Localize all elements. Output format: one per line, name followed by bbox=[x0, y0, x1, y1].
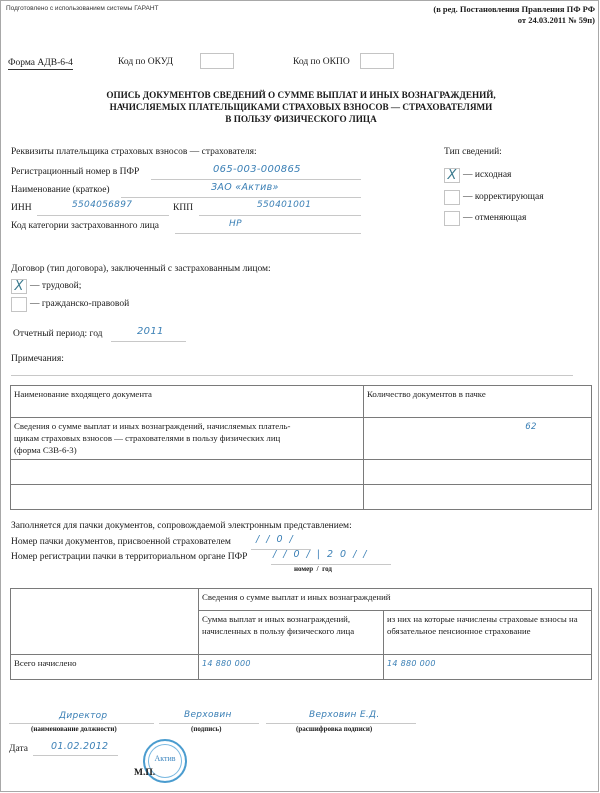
position-caption: (наименование должности) bbox=[31, 725, 117, 733]
okpo-field[interactable] bbox=[360, 53, 394, 69]
table-row bbox=[11, 485, 592, 510]
info-type-cancelling-checkbox[interactable] bbox=[444, 211, 460, 226]
position-value[interactable]: Директор bbox=[59, 711, 108, 721]
title-line-2: НАЧИСЛЯЕМЫХ ПЛАТЕЛЬЩИКАМИ СТРАХОВЫХ ВЗНОСОВ — СТРАХОВАТЕЛЯМИ bbox=[109, 102, 493, 112]
name-value[interactable]: ЗАО «Актив» bbox=[211, 182, 279, 193]
date-line bbox=[33, 755, 118, 756]
category-value[interactable]: НР bbox=[229, 219, 242, 229]
form-name: Форма АДВ-6-4 bbox=[8, 58, 73, 68]
document-name-line-1: Сведения о сумме выплат и иных вознаграждений, начисляемых платель- bbox=[14, 421, 291, 431]
category-label: Код категории застрахованного лица bbox=[11, 221, 160, 231]
document-title bbox=[1, 89, 600, 125]
info-type-cancelling-label: — отменяющая bbox=[463, 213, 527, 223]
payer-heading: Реквизиты плательщика страховых взносов — страхователя: bbox=[11, 147, 257, 157]
kpp-label: КПП bbox=[173, 203, 194, 213]
position-line bbox=[9, 723, 154, 724]
reg-number-line bbox=[151, 179, 361, 180]
batch-number-label: Номер пачки документов, присвоенной страхователем bbox=[11, 537, 231, 547]
stamp-text: Актив bbox=[154, 754, 176, 763]
table-row bbox=[11, 460, 592, 485]
documents-table-header bbox=[11, 386, 592, 418]
notes-label: Примечания: bbox=[11, 354, 64, 364]
decoding-value[interactable]: Верховин Е.Д. bbox=[309, 710, 380, 720]
contract-heading: Договор (тип договора), заключенный с застрахованным лицом: bbox=[11, 264, 271, 274]
kpp-line bbox=[199, 215, 361, 216]
document-count-cell[interactable] bbox=[364, 485, 592, 510]
sums-col2-value: 14 880 000 bbox=[387, 659, 436, 668]
documents-table bbox=[10, 385, 592, 510]
header-document-name: Наименование входящего документа bbox=[11, 386, 364, 418]
okpo-label: Код по ОКПО bbox=[293, 57, 350, 67]
document-name-cell bbox=[11, 418, 364, 460]
kpp-value[interactable]: 550401001 bbox=[257, 200, 312, 210]
document-count-value: 62 bbox=[525, 422, 537, 432]
period-line bbox=[111, 341, 186, 342]
revision-line-2: от 24.03.2011 № 59п) bbox=[517, 15, 595, 25]
okud-field[interactable] bbox=[200, 53, 234, 69]
info-type-initial-label: — исходная bbox=[463, 170, 512, 180]
document-count-cell[interactable] bbox=[364, 460, 592, 485]
reg-batch-value[interactable]: / / 0 / | 2 0 / / bbox=[273, 549, 369, 560]
contract-civil-label: — гражданско-правовой bbox=[30, 299, 130, 309]
batch-number-value[interactable]: / / 0 / bbox=[256, 534, 295, 545]
reg-batch-caption: номер / год bbox=[294, 565, 332, 573]
category-line bbox=[175, 233, 361, 234]
period-value[interactable]: 2011 bbox=[137, 326, 164, 337]
document-name-cell[interactable] bbox=[11, 485, 364, 510]
header-document-count: Количество документов в пачке bbox=[364, 386, 592, 418]
sums-group-header: Сведения о сумме выплат и иных вознаграждений bbox=[199, 589, 592, 611]
sums-table bbox=[10, 588, 592, 680]
sums-col1-value: 14 880 000 bbox=[202, 659, 251, 668]
name-label: Наименование (краткое) bbox=[11, 185, 110, 195]
sums-col1-value-cell[interactable] bbox=[199, 655, 384, 680]
inn-label: ИНН bbox=[11, 203, 32, 213]
inn-value[interactable]: 5504056897 bbox=[72, 200, 133, 210]
contract-labor-label: — трудовой; bbox=[30, 281, 82, 291]
table-row bbox=[11, 418, 592, 460]
info-type-corrective-checkbox[interactable] bbox=[444, 190, 460, 205]
okud-label: Код по ОКУД bbox=[118, 57, 174, 67]
signature-line bbox=[159, 723, 259, 724]
sums-col1-header: Сумма выплат и иных вознаграждений, начисленных в пользу физического лица bbox=[199, 611, 384, 655]
table-row bbox=[11, 655, 592, 680]
reg-number-label: Регистрационный номер в ПФР bbox=[11, 167, 140, 177]
name-line bbox=[121, 197, 361, 198]
info-type-heading: Тип сведений: bbox=[444, 147, 502, 157]
reg-number-value[interactable]: 065-003-000865 bbox=[213, 164, 301, 175]
contract-civil-checkbox[interactable] bbox=[11, 297, 27, 312]
info-type-initial-checkbox[interactable]: X bbox=[444, 168, 460, 183]
decoding-line bbox=[266, 723, 416, 724]
document-count-cell[interactable] bbox=[364, 418, 592, 460]
sums-col2-value-cell[interactable] bbox=[384, 655, 592, 680]
decoding-caption: (расшифровка подписи) bbox=[296, 725, 373, 733]
document-name-line-3: (форма СЗВ-6-3) bbox=[14, 445, 77, 455]
reg-batch-label: Номер регистрации пачки в территориальном органе ПФР bbox=[11, 552, 248, 562]
contract-labor-checkbox[interactable]: X bbox=[11, 279, 27, 294]
period-label: Отчетный период: год bbox=[13, 329, 103, 339]
sums-row-label: Всего начислено bbox=[11, 655, 199, 680]
document-name-cell[interactable] bbox=[11, 460, 364, 485]
revision-line-1: (в ред. Постановления Правления ПФ РФ bbox=[433, 4, 595, 14]
signature-value[interactable]: Верховин bbox=[184, 710, 232, 720]
document-name-line-2: щикам страховых взносов — страхователями в пользу физических лиц bbox=[14, 433, 281, 443]
title-line-1: ОПИСЬ ДОКУМЕНТОВ СВЕДЕНИЙ О СУММЕ ВЫПЛАТ И ИНЫХ ВОЗНАГРАЖДЕНИЙ, bbox=[106, 90, 496, 100]
inn-line bbox=[37, 215, 169, 216]
date-label: Дата bbox=[9, 744, 28, 754]
electronic-heading: Заполняется для пачки документов, сопровождаемой электронным представлением: bbox=[11, 521, 352, 531]
info-type-corrective-label: — корректирующая bbox=[463, 192, 544, 202]
garant-note: Подготовлено с использованием системы ГАРАНТ bbox=[6, 5, 159, 12]
sums-col2-header: из них на которые начислены страховые взносы на обязательное пенсионное страхование bbox=[384, 611, 592, 655]
notes-line[interactable] bbox=[11, 375, 573, 376]
stamp-label: М.П. bbox=[134, 768, 156, 778]
sums-empty-corner bbox=[11, 589, 199, 655]
date-value[interactable]: 01.02.2012 bbox=[51, 741, 109, 752]
title-line-3: В ПОЛЬЗУ ФИЗИЧЕСКОГО ЛИЦА bbox=[225, 114, 377, 124]
signature-caption: (подпись) bbox=[191, 725, 222, 733]
